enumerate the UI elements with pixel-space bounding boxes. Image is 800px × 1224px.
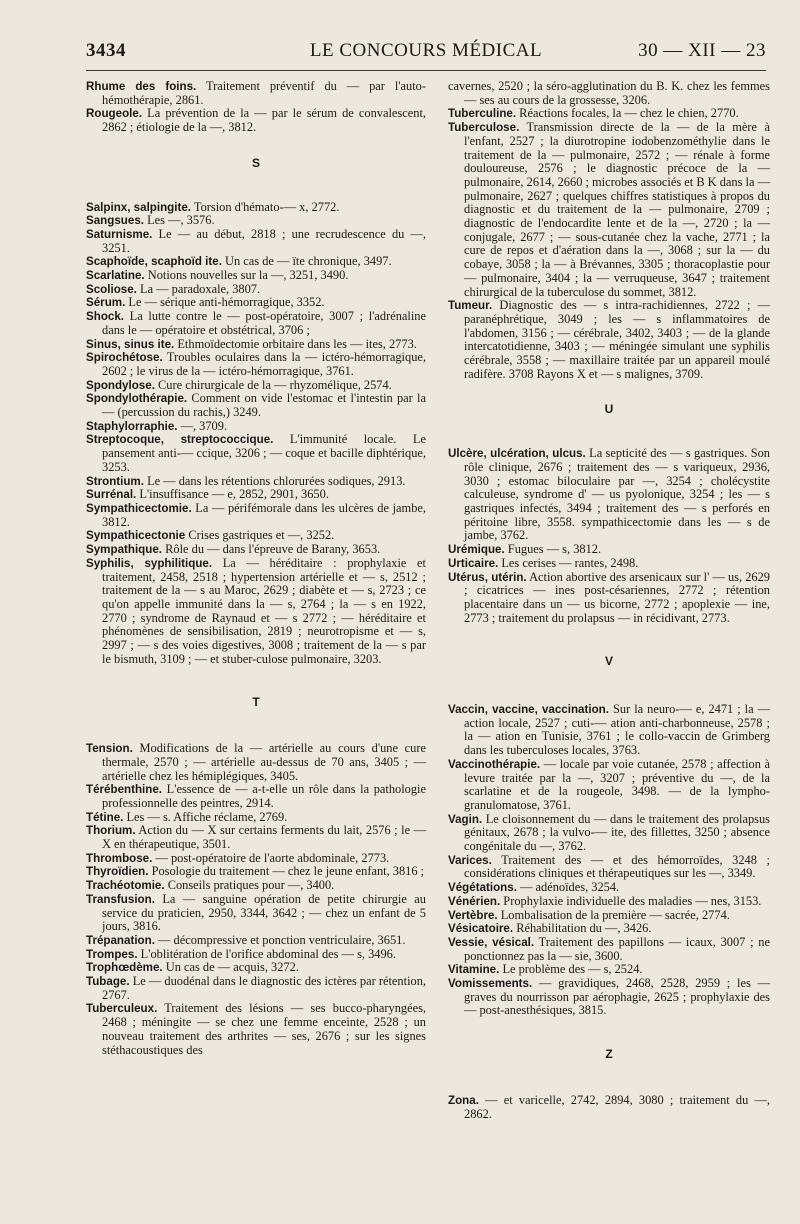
entries-t <box>86 742 426 1057</box>
index-references: Action du — X sur certains ferments du lait, 2576 ; le — X en thérapeutique, 3501. <box>102 823 426 852</box>
index-entry <box>448 909 770 923</box>
index-term: Trépanation. <box>86 933 155 947</box>
index-references: Les cerises — rantes, 2498. <box>498 555 639 570</box>
index-term: Sympathicectonie <box>86 529 186 543</box>
index-entry <box>86 475 426 489</box>
index-term: Shock. <box>86 310 125 324</box>
index-references: La — périfémorale dans les ulcères de jambe, 3812. <box>102 500 426 529</box>
index-term: Tuberculose. <box>448 121 520 135</box>
index-references: L'oblitération de l'orifice abdominal des — s, 3496. <box>137 946 396 961</box>
index-references: Action abortive des arsenicaux sur l' — us, 2629 ; cicatrices — ines post-césariennes, 2772 ; rétention placentaire dans un — us bicorne, 2772 ; apoplexie — ine, 2773 ; traitement du prolapsus — in récidivant, 2773. <box>464 569 770 625</box>
index-entry <box>448 977 770 1018</box>
index-references: Diagnostic des — s intra-rachidiennes, 2722 ; — paranéphrétique, 3049 ; les — s inflammatoires de l'abdomen, 3156 ; — cérébrale, 3402, 3403 ; — de la glande intercatotidienne, 3403 ; — méningée simulant une syphilis cérébrale, 3558 ; — maxillaire traitée par un appareil moulé radifère. 3708 Rayons X et — s malignes, 3709. <box>464 298 770 381</box>
index-term: Trophœdème. <box>86 961 163 975</box>
section-heading-t: T <box>252 695 260 710</box>
index-term: Sérum. <box>86 296 126 310</box>
index-references: Un cas de — acquis, 3272. <box>162 960 299 975</box>
index-entry <box>448 895 770 909</box>
index-references: — adénoïdes, 3254. <box>516 880 620 895</box>
index-term: Surrénal. <box>86 488 137 502</box>
index-entry <box>86 893 426 934</box>
index-entry <box>86 214 426 228</box>
section-heading-u: U <box>604 402 614 417</box>
index-references: Réhabilitation du —, 3426. <box>513 921 652 936</box>
index-term: Utérus, utérin. <box>448 570 527 584</box>
index-entry <box>448 813 770 854</box>
page-header <box>86 40 766 66</box>
index-entry <box>86 543 426 557</box>
index-references: Lombalisation de la première — sacrée, 2774. <box>497 907 730 922</box>
journal-title: LE CONCOURS MÉDICAL <box>309 40 543 61</box>
index-entry <box>86 338 426 352</box>
index-references: La septicité des — s gastriques. Son rôle clinique, 2676 ; traitement des — s variqueux, 2936, 3030 ; estomac biloculaire par —, 3254 ; cholécystite calculeuse, syndrome d' — us pyolonique, 3254 ; les — s gastriques infectés, 3494 ; traitement des — s perforés en péritoine libre, 3558. sympathicectomie dans les — s de jambe, 3762. <box>464 446 770 543</box>
index-references: Le problème des — s, 2524. <box>499 962 643 977</box>
index-entry <box>86 201 426 215</box>
index-references: Rôle du — dans l'épreuve de Barany, 3653. <box>162 542 381 557</box>
issue-date: 30 — XII — 23 <box>638 40 766 61</box>
index-term: Tubage. <box>86 975 130 989</box>
index-term: Zona. <box>448 1093 479 1107</box>
index-term: Syphilis, syphilitique. <box>86 556 213 570</box>
index-entry <box>448 543 770 557</box>
index-references: Troubles oculaires dans la — ictéro-hémorragique, 2602 ; le virus de la — ictéro-hémorragique, 3761. <box>102 350 426 378</box>
index-term: Rhume des foins. <box>86 80 197 93</box>
index-references: — locale par voie cutanée, 2578 ; affection à levure traitée par la —, 3207 ; préventive du —, de la scarlatine et de la rougeole, 3498. — de la lympho-granulomatose, 3761. <box>464 756 770 812</box>
left-column <box>86 80 426 1057</box>
index-entry <box>86 488 426 502</box>
index-entry <box>448 107 770 121</box>
index-references: L'essence de — a-t-elle un rôle dans la pathologie professionnelle des peintres, 2914. <box>102 782 426 810</box>
entries-r <box>86 80 426 135</box>
index-entry <box>86 529 426 543</box>
index-term: Sinus, sinus ite. <box>86 337 175 351</box>
index-references: La prévention de la — par le sérum de convalescent, 2862 ; étiologie de la —, 3812. <box>102 106 426 135</box>
index-term: Scarlatine. <box>86 269 145 283</box>
index-term: Spondylose. <box>86 378 155 392</box>
index-entry <box>86 961 426 975</box>
index-term: Sympathicectomie. <box>86 501 192 515</box>
index-references: Traitement des lésions — ses bucco-pharyngées, 2468 ; méningite — se chez une femme enceinte, 2528 ; un nouveau traitement des arthrites — ses, 2676 ; sur les signes stéthacoustiques des <box>102 1001 426 1057</box>
index-entry <box>86 948 426 962</box>
index-entry <box>86 742 426 783</box>
index-term: Sangsues. <box>86 214 144 228</box>
index-entry <box>448 447 770 543</box>
index-references: Traitement des — et des hémorroïdes, 3248 ; considérations cliniques et thérapeutiques sur les —, 3349. <box>464 852 770 881</box>
index-term: Tuberculeux. <box>86 1002 158 1016</box>
index-entry <box>86 824 426 851</box>
index-entry <box>86 811 426 825</box>
index-term: Trachéotomie. <box>86 879 165 893</box>
index-entry <box>448 299 770 381</box>
index-entry <box>86 420 426 434</box>
index-term: Vertèbre. <box>448 908 498 922</box>
index-references: Modifications de la — artérielle au cours d'une cure thermale, 2570 ; — artérielle au-dessus de 70 ans, 3405 ; — artérielle chez les hémiplégiques, 3405. <box>102 741 426 783</box>
header-rule <box>86 70 766 71</box>
section-heading-z: Z <box>605 1047 613 1062</box>
index-term: Vomissements. <box>448 977 533 991</box>
index-term: Vagin. <box>448 812 483 826</box>
index-term: Tuberculine. <box>448 107 517 121</box>
index-references: cavernes, 2520 ; la séro-agglutination du B. K. chez les femmes — ses au cours de la grossesse, 3206. <box>448 79 770 107</box>
index-entry <box>448 758 770 813</box>
index-references: Torsion d'hémato-— x, 2772. <box>191 199 340 214</box>
index-references: La — paradoxale, 3807. <box>136 281 261 296</box>
entries-s <box>86 201 426 667</box>
index-entry <box>448 571 770 626</box>
index-references: — post-opératoire de l'aorte abdominale, 2773. <box>152 850 390 865</box>
index-entry <box>86 283 426 297</box>
index-term: Scaphoïde, scaphoïd ite. <box>86 255 222 269</box>
index-references: —, 3709. <box>177 418 228 433</box>
index-references: Comment on vide l'estomac et l'intestin par la — (percussion du rachis,) 3249. <box>102 391 426 420</box>
index-references: Fugues — s, 3812. <box>504 542 602 557</box>
index-references: Le — duodénal dans le diagnostic des ictères par rétention, 2767. <box>102 974 426 1002</box>
index-term: Végétations. <box>448 881 517 895</box>
index-references: La — sanguine opération de petite chirurgie au service du praticien, 2950, 3344, 3642 ; — chez un enfant de 5 jours, 3816. <box>102 891 426 934</box>
index-term: Thyroïdien. <box>86 865 149 879</box>
index-entry <box>86 107 426 134</box>
index-entry <box>448 1094 770 1121</box>
index-entry <box>86 433 426 474</box>
index-references: Les —, 3576. <box>144 213 215 228</box>
index-term: Urticaire. <box>448 556 499 570</box>
entries-u <box>448 447 770 625</box>
index-term: Sympathique. <box>86 543 163 557</box>
index-term: Ulcère, ulcération, ulcus. <box>448 447 586 461</box>
index-term: Thrombose. <box>86 851 153 865</box>
index-references: Le cloisonnement du — dans le traitement des prolapsus génitaux, 2678 ; la vulvo-— ite, des fillettes, 3250 ; absence congénitale du —, 3762. <box>464 811 770 854</box>
index-term: Varices. <box>448 853 492 867</box>
index-term: Vaccin, vaccine, vaccination. <box>448 703 609 717</box>
entries-z <box>448 1094 770 1121</box>
index-entry <box>86 392 426 419</box>
index-term: Térébenthine. <box>86 783 163 797</box>
index-references: L'immunité locale. Le pansement anti-— ccique, 3206 ; — coque et bacille diphtérique, 3253. <box>102 432 426 474</box>
index-term: Tétine. <box>86 810 124 824</box>
index-term: Saturnisme. <box>86 227 153 241</box>
index-term: Strontium. <box>86 474 144 488</box>
index-references: L'insuffisance — e, 2852, 2901, 3650. <box>136 487 329 502</box>
index-entry <box>86 865 426 879</box>
index-term: Vésicatoire. <box>448 922 514 936</box>
index-references: — et varicelle, 2742, 2894, 3080 ; traitement du —, 2862. <box>464 1092 770 1121</box>
index-entry <box>86 255 426 269</box>
index-term: Scoliose. <box>86 282 137 296</box>
index-entry <box>448 557 770 571</box>
index-term: Tension. <box>86 742 133 756</box>
right-column <box>448 80 770 1121</box>
index-entry <box>448 936 770 963</box>
index-entry <box>86 975 426 1002</box>
index-references: Traitement préventif du — par l'auto-hémothérapie, 2861. <box>102 79 426 107</box>
index-term: Streptocoque, streptococcique. <box>86 433 274 447</box>
index-references: Un cas de — ïte chronique, 3497. <box>221 254 392 269</box>
index-references: Cure chirurgicale de la — rhyzomélique, 2574. <box>154 377 392 392</box>
index-term: Vessie, vésical. <box>448 935 535 949</box>
page-number: 3434 <box>86 40 126 61</box>
index-entry <box>86 310 426 337</box>
index-references: Réactions focales, la — chez le chien, 2770. <box>516 106 739 121</box>
index-entry <box>86 934 426 948</box>
index-references: Ethmoïdectomie orbitaire dans les — ites, 2773. <box>174 336 417 351</box>
index-references: — décompressive et ponction ventriculaire, 3651. <box>154 932 406 947</box>
index-references: Les — s. Affiche réclame, 2769. <box>123 809 288 824</box>
index-references: Le — sérique anti-hémorragique, 3352. <box>125 295 325 310</box>
entries-t-continued <box>448 80 770 381</box>
index-entry <box>86 783 426 810</box>
index-entry <box>448 80 770 107</box>
section-heading-v: V <box>604 654 613 669</box>
index-term: Rougeole. <box>86 107 143 121</box>
index-references: Conseils pratiques pour —, 3400. <box>164 878 335 893</box>
index-term: Urémique. <box>448 543 505 557</box>
index-entry <box>448 881 770 895</box>
index-term: Trompes. <box>86 947 138 961</box>
index-references: Prophylaxie individuelle des maladies — nes, 3153. <box>500 893 762 908</box>
index-term: Transfusion. <box>86 892 155 906</box>
index-references: Posologie du traitement — chez le jeune enfant, 3816 ; <box>148 864 425 879</box>
index-entry <box>448 121 770 299</box>
index-references: Le — dans les rétentions chlorurées sodiques, 2913. <box>143 473 406 488</box>
index-entry <box>86 1002 426 1057</box>
index-references: La — héréditaire : prophylaxie et traitement, 2458, 2518 ; hypertension artérielle et — s, 2512 ; traitement de la — s au Maroc, 2629 ; diabète et — s, 2723 ; ce qu'on appelle immunité dans la — s, 2764 ; la — s en 1922, 2770 ; syndrome de Raynaud et — s 2772 ; — héréditaire et phénomènes de sensibilisation, 2819 ; neurotropisme et — s, 2997 ; — s des voies digestives, 3008 ; traitement de la — s par le bismuth, 3109 ; — et stuber-culose pulmonaire, 3203. <box>102 555 426 666</box>
index-entry <box>86 296 426 310</box>
index-entry <box>86 80 426 107</box>
index-entry <box>86 379 426 393</box>
index-term: Salpinx, salpingite. <box>86 200 192 214</box>
index-term: Spondylothérapie. <box>86 392 188 406</box>
section-heading-s: S <box>251 155 260 170</box>
index-entry <box>86 502 426 529</box>
index-entry <box>448 703 770 758</box>
index-references: Notions nouvelles sur la —, 3251, 3490. <box>144 268 349 283</box>
index-term: Vénérien. <box>448 894 501 908</box>
index-references: La lutte contre le — post-opératoire, 3007 ; l'adrénaline dans le — opératoire et obstétrical, 3706 ; <box>102 309 426 337</box>
index-entry <box>86 557 426 667</box>
index-references: Traitement des papillons — icaux, 3007 ; ne ponctionnez pas la — sie, 3600. <box>464 934 770 963</box>
index-entry <box>448 922 770 936</box>
index-entry <box>86 879 426 893</box>
index-entry <box>448 963 770 977</box>
index-entry <box>86 269 426 283</box>
index-entry <box>448 854 770 881</box>
index-entry <box>86 228 426 255</box>
index-entry <box>86 852 426 866</box>
index-term: Staphylorraphie. <box>86 419 178 433</box>
index-references: Transmission directe de la — de la mère à l'enfant, 2527 ; la diurotropine iodobenzométhylie dans le traitement de la — pulmonaire, 2572 ; — rénale à forme douloureuse, 2576 ; le diagnostic précoce de la — pulmonaire, 2614, 2660 ; microbes associés et B K dans la — pulmonaire, 2627 ; quelques chiffres statistiques à propos du diagnostic et du traitement de la — pulmonaire, 2709 ; diagnostic de l'endocardite lente et de la —, 2720 ; la — conjugale, 2677 ; — sous-cutanée chez la vache, 2771 ; la cure de repos et d'aération dans la —, 3068 ; sur la — du cobaye, 3058 ; la — à Brévannes, 3305 ; thoracoplastie pour — pulmonaire, 3404 ; la — verruqueuse, 3647 ; traitement chirurgical de la tuberculose du sommet, 3812. <box>464 120 770 299</box>
index-entry <box>86 351 426 378</box>
entries-v <box>448 703 770 1018</box>
index-term: Spirochétose. <box>86 351 163 365</box>
index-term: Thorium. <box>86 824 136 838</box>
index-term: Vitamine. <box>448 963 500 977</box>
index-references: — gravidiques, 2468, 2528, 2959 ; les — graves du nourrisson par aérophagie, 2625 ; prophylaxie des — post-anesthésiques, 3815. <box>464 976 770 1018</box>
index-references: Le — au début, 2818 ; une recrudescence du —, 3251. <box>102 226 426 255</box>
index-references: Sur la neuro-— e, 2471 ; la — action locale, 2527 ; cuti-— ation anti-charbonneuse, 2578 ; la — ation en Tunisie, 3761 ; le collo-vaccin de Grimberg dans les tuberculoses locales, 3763. <box>464 702 770 758</box>
index-references: Crises gastriques et —, 3252. <box>185 528 335 543</box>
index-term: Vaccinothérapie. <box>448 757 541 771</box>
index-term: Tumeur. <box>448 299 493 313</box>
